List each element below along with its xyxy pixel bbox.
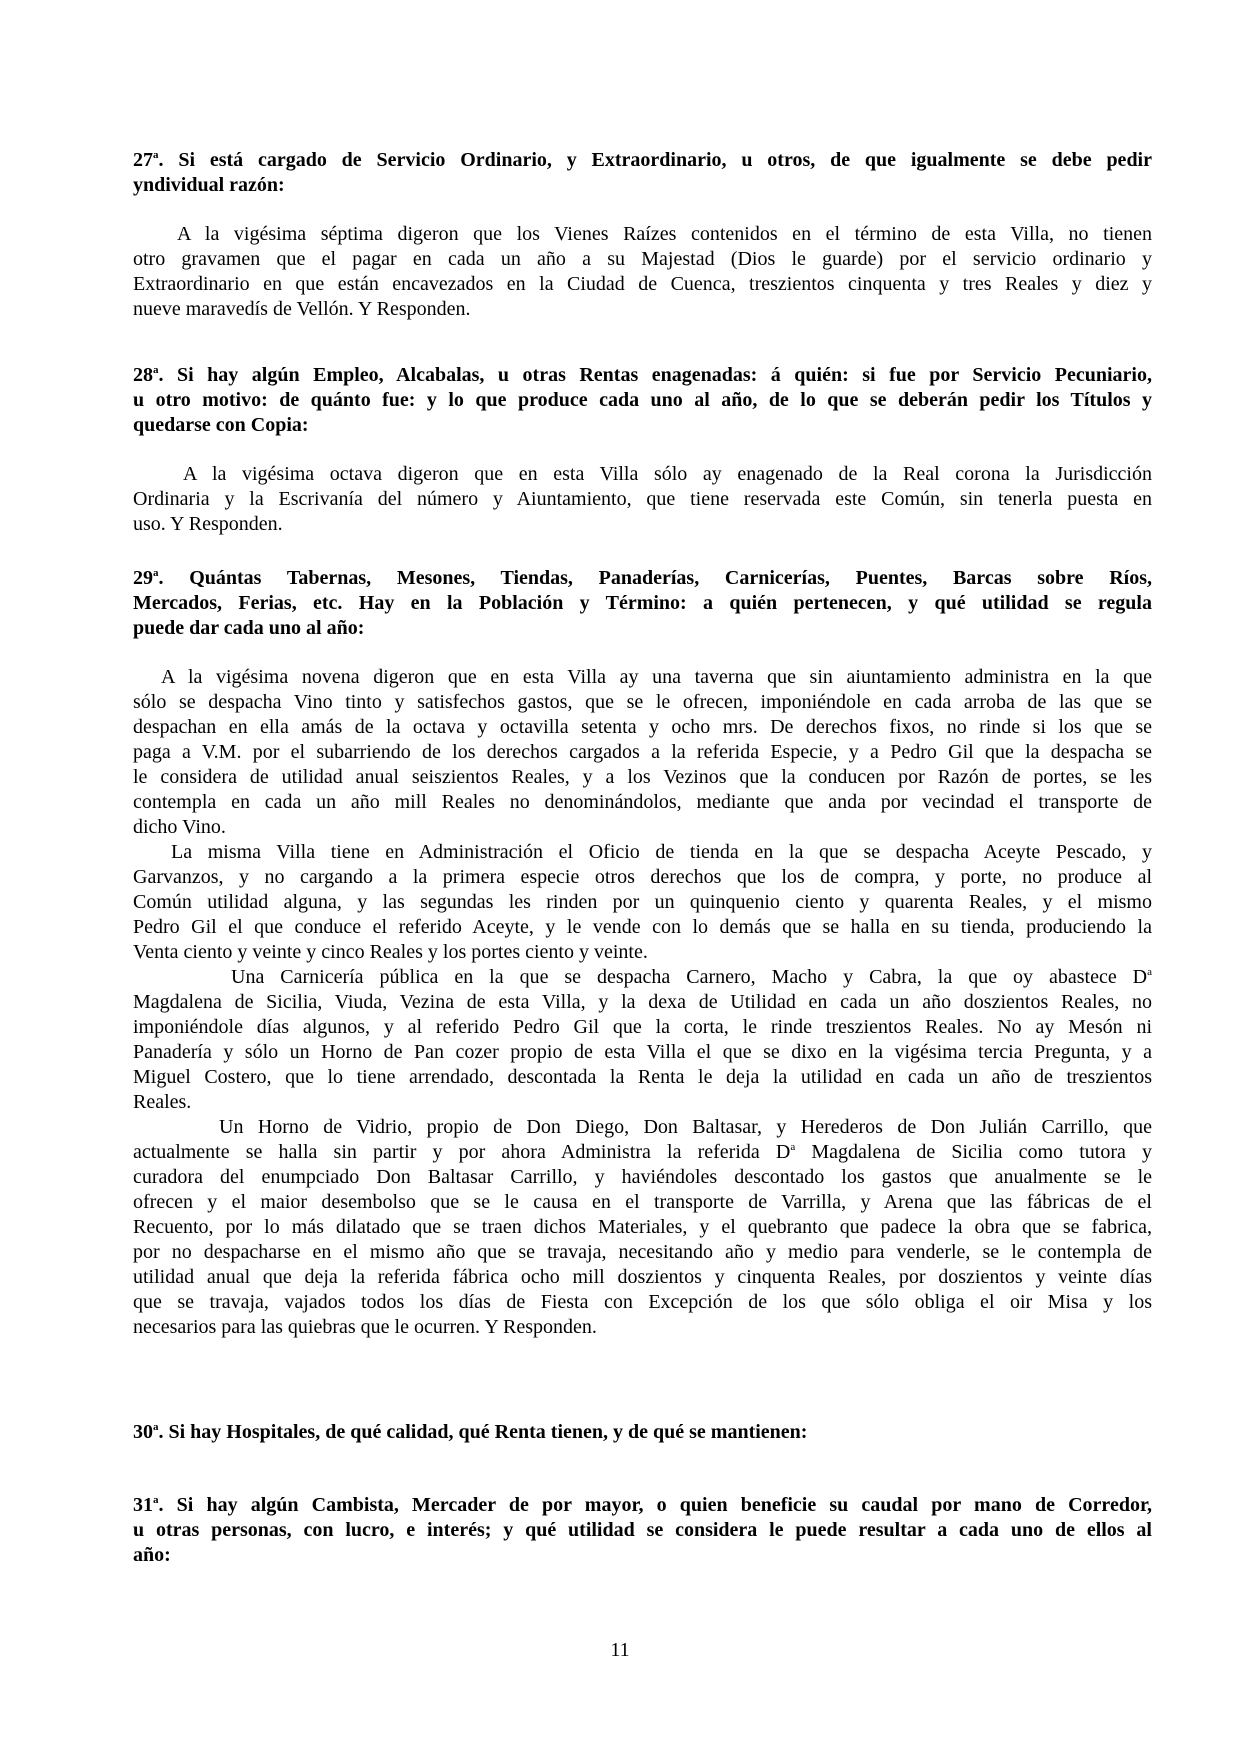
answer-29 [133,665,1152,1340]
question-line: 28$^a$. Si hay algún Empleo, Alcabalas, u otras Rentas enagenadas: á quién: si fue por Servicio Pecuniario, [133,364,1152,386]
answer-line: A la vigésima séptima digeron que los Vienes Raízes contenidos en el término de esta Villa, no tienen [177,223,1152,245]
answer-line: Panadería y sólo un Horno de Pan cozer propio de esta Villa el que se dixo en la vigésima tercia Pregunta, y a [133,1041,1152,1063]
answer-line: Miguel Costero, que lo tiene arrendado, descontada la Renta le deja la utilidad en cada un año de treszientos [133,1066,1152,1088]
answer-line: Magdalena de Sicilia, Viuda, Vezina de esta Villa, y la dexa de Utilidad en cada un año doszientos Reales, no [133,991,1152,1013]
question-line: yndividual razón: [133,174,285,196]
answer-line: dicho Vino. [133,816,226,838]
question-line: 30$^a$. Si hay Hospitales, de qué calidad, qué Renta tienen, y de qué se mantienen: [133,1421,808,1443]
question-line: quedarse con Copia: [133,414,309,436]
answer-line: contempla en cada un año mill Reales no denominándolos, mediante que anda por vecindad el transporte de [133,791,1152,813]
question-line: 27$^a$. Si está cargado de Servicio Ordinario, y Extraordinario, u otros, de que igualmente se debe pedir [133,149,1152,171]
question-31 [133,1493,1152,1568]
page-number: 11 [610,1639,630,1661]
answer-line: A la vigésima novena digeron que en esta Villa ay una taverna que sin aiuntamiento administra en la que [161,666,1152,688]
answer-line: ofrecen y el maior desembolso que se le causa en el transporte de Varrilla, y Arena que las fábricas de el [133,1191,1152,1213]
answer-line: Recuento, por lo más dilatado que se traen dichos Materiales, y el quebranto que padece la obra que se fabrica, [133,1216,1152,1238]
question-29 [133,566,1152,641]
question-30 [133,1420,1152,1445]
answer-line: nueve maravedís de Vellón. Y Responden. [133,298,471,320]
answer-line: le considera de utilidad anual seiszientos Reales, y a los Vezinos que la conducen por Razón de portes, se les [133,766,1152,788]
answer-28 [133,462,1152,537]
answer-line: Reales. [133,1091,192,1113]
answer-line: Común utilidad alguna, y las segundas les rinden por un quinquenio ciento y quarenta Reales, y el mismo [133,891,1152,913]
answer-line: necesarios para las quiebras que le ocurren. Y Responden. [133,1316,597,1338]
answer-line: utilidad anual que deja la referida fábrica ocho mill doszientos y cinquenta Reales, por doszientos y veinte días [133,1266,1152,1288]
answer-line: Ordinaria y la Escrivanía del número y Aiuntamiento, que tiene reservada este Común, sin tenerla puesta en [133,488,1152,510]
question-line: Mercados, Ferias, etc. Hay en la Población y Término: a quién pertenecen, y qué utilidad se regula [133,592,1152,614]
answer-line: por no despacharse en el mismo año que se travaja, necesitando año y medio para venderle, se le contempla de [133,1241,1152,1263]
question-line: u otro motivo: de quánto fue: y lo que produce cada uno al año, de lo que se deberán pedir los Títulos y [133,389,1152,411]
answer-line: Extraordinario en que están encavezados en la Ciudad de Cuenca, treszientos cinquenta y tres Reales y diez y [133,273,1152,295]
question-line: u otras personas, con lucro, e interés; y qué utilidad se considera le puede resultar a cada uno de ellos al [133,1519,1152,1541]
answer-line: imponiéndole días algunos, y al referido Pedro Gil que la corta, le rinde treszientos Reales. No ay Mesón ni [133,1016,1152,1038]
answer-line: A la vigésima octava digeron que en esta Villa sólo ay enagenado de la Real corona la Jurisdicción [183,463,1152,485]
answer-line: Venta ciento y veinte y cinco Reales y los portes ciento y veinte. [133,941,648,963]
question-line: 29$^a$. Quántas Tabernas, Mesones, Tiendas, Panaderías, Carnicerías, Puentes, Barcas sobre Ríos, [133,567,1152,589]
answer-line: La misma Villa tiene en Administración el Oficio de tienda en la que se despacha Aceyte Pescado, y [171,841,1152,863]
answer-line: sólo se despacha Vino tinto y satisfechos gastos, que se le ofrecen, imponiéndole en cada arroba de las que se [133,691,1152,713]
answer-line: curadora del enumpciado Don Baltasar Carrillo, y haviéndoles descontado los gastos que anualmente se le [133,1166,1152,1188]
answer-line: Pedro Gil el que conduce el referido Aceyte, y le vende con lo demás que se halla en su tienda, produciendo la [133,916,1152,938]
answer-line: uso. Y Responden. [133,513,283,535]
question-27 [133,148,1152,198]
question-line: 31$^a$. Si hay algún Cambista, Mercader de por mayor, o quien beneficie su caudal por mano de Corredor, [133,1494,1152,1516]
answer-line: Garvanzos, y no cargando a la primera especie otros derechos que los de compra, y porte, no produce al [133,866,1152,888]
answer-line: despachan en ella amás de la octava y octavilla setenta y ocho mrs. De derechos fixos, no rinde si los que se [133,716,1152,738]
answer-line: que se travaja, vajados todos los días de Fiesta con Excepción de los que sólo obliga el oir Misa y los [133,1291,1152,1313]
answer-line: paga a V.M. por el subarriendo de los derechos cargados a la referida Especie, y a Pedro Gil que la despacha se [133,741,1152,763]
answer-line: Una Carnicería pública en la que se despacha Carnero, Macho y Cabra, la que oy abastece $D^a$ [231,966,1152,988]
question-line: puede dar cada uno al año: [133,617,365,639]
answer-line: otro gravamen que el pagar en cada un año a su Majestad (Dios le guarde) por el servicio ordinario y [133,248,1152,270]
answer-line: Un Horno de Vidrio, propio de Don Diego, Don Baltasar, y Herederos de Don Julián Carrillo, que [219,1116,1152,1138]
question-line: año: [133,1544,171,1566]
answer-27 [133,222,1152,322]
answer-line: actualmente se halla sin partir y por ahora Administra la referida $D^a$ Magdalena de Sicilia como tutora y [133,1141,1152,1163]
question-28 [133,363,1152,438]
